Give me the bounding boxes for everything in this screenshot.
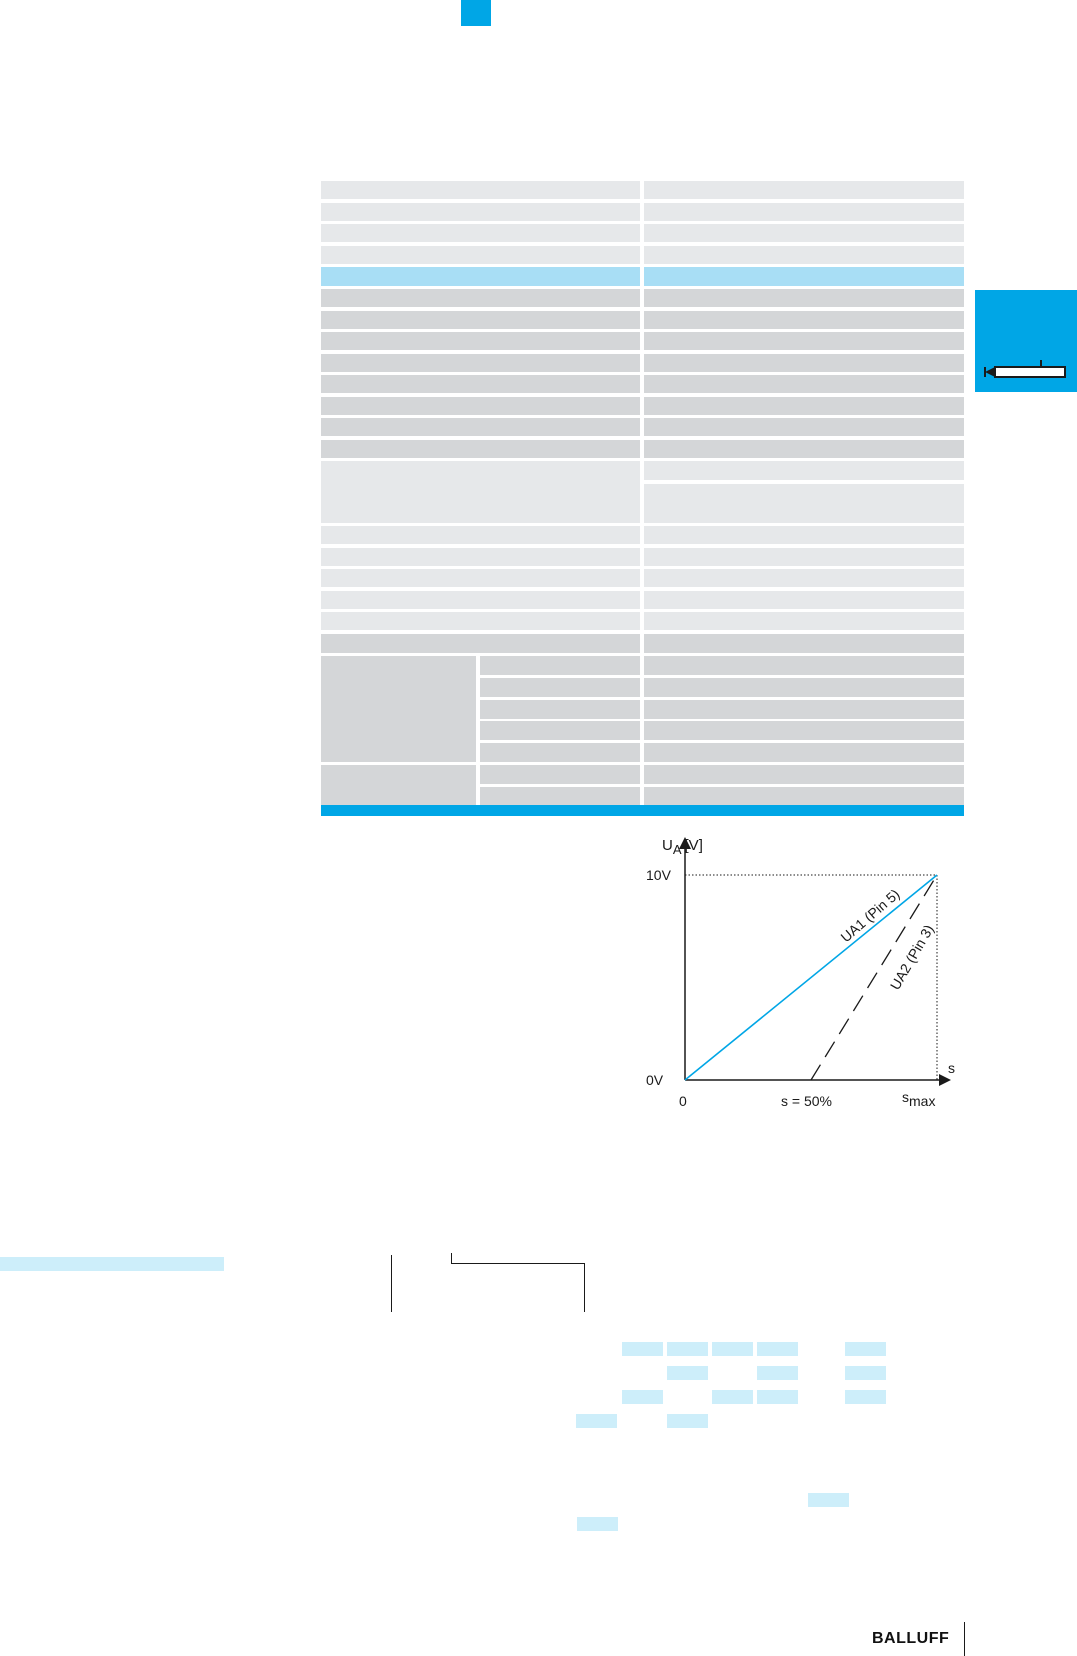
table-cell: [321, 461, 640, 523]
x-axis-label: s: [948, 1060, 955, 1076]
table-cell: [480, 678, 640, 697]
table-cell: [644, 267, 964, 286]
table-cell: [644, 656, 964, 675]
brand-logo: BALLUFF: [872, 1630, 950, 1647]
table-row: [321, 612, 964, 630]
code-box: [622, 1342, 663, 1356]
divider-line: [391, 1255, 392, 1312]
table-cell: [321, 267, 640, 286]
y-tick-label: 0V: [646, 1072, 664, 1088]
table-cell: [321, 548, 640, 566]
code-box: [845, 1342, 886, 1356]
bracket-line: [584, 1263, 585, 1312]
y-axis-label: UA [V]: [662, 837, 703, 857]
table-row: [321, 548, 964, 566]
table-cell: [321, 612, 640, 630]
code-box: [757, 1342, 798, 1356]
series-label-ua2: UA2 (Pin 3): [886, 921, 937, 993]
table-cell: [480, 787, 640, 805]
table-row: [321, 634, 964, 653]
table-cell: [480, 743, 640, 762]
code-box: [845, 1390, 886, 1404]
table-cell: [644, 721, 964, 740]
table-cell: [321, 418, 640, 436]
table-cell: [644, 765, 964, 784]
section-marker-top: [461, 0, 491, 26]
table-cell: [480, 721, 640, 740]
code-box: [845, 1366, 886, 1380]
x-tick-label: smax: [902, 1089, 936, 1109]
table-cell: [644, 526, 964, 544]
bracket-line: [451, 1263, 585, 1264]
bracket-line: [451, 1253, 452, 1263]
table-row-highlighted: [321, 267, 964, 286]
table-cell: [644, 246, 964, 264]
table-row: [321, 289, 964, 307]
table-cell: [321, 203, 640, 221]
code-box: [667, 1366, 708, 1380]
table-cell: [644, 224, 964, 242]
table-cell: [644, 440, 964, 458]
table-row: [321, 397, 964, 415]
table-cell: [321, 634, 640, 653]
highlight-bar: [0, 1257, 224, 1271]
table-row: [321, 440, 964, 458]
table-cell: [321, 656, 476, 762]
table-row: [321, 375, 964, 393]
table-cell: [644, 418, 964, 436]
table-cell: [644, 397, 964, 415]
output-voltage-chart: [630, 825, 960, 1125]
code-box: [808, 1493, 849, 1507]
table-cell: [644, 461, 964, 480]
table-row: [321, 246, 964, 264]
table-cell: [321, 591, 640, 609]
table-cell: [644, 332, 964, 350]
table-row: [321, 569, 964, 587]
table-row: [321, 418, 964, 436]
table-cell: [644, 354, 964, 372]
product-category-tab: [975, 290, 1077, 392]
table-cell: [480, 656, 640, 675]
y-tick-label: 10V: [646, 867, 671, 883]
table-row: [321, 203, 964, 221]
table-row-group: [321, 656, 964, 762]
table-cell: [644, 548, 964, 566]
table-cell: [644, 700, 964, 719]
table-cell: [644, 181, 964, 199]
table-cell: [321, 397, 640, 415]
table-row: [321, 224, 964, 242]
x-tick-label: 0: [679, 1093, 687, 1109]
code-box: [712, 1342, 753, 1356]
table-row: [321, 311, 964, 329]
code-box: [577, 1517, 618, 1531]
table-cell: [480, 700, 640, 719]
table-row: [321, 461, 964, 523]
table-cell: [321, 765, 476, 805]
table-cell: [321, 181, 640, 199]
table-row: [321, 332, 964, 350]
table-cell: [644, 311, 964, 329]
x-tick-label: s = 50%: [781, 1093, 832, 1109]
table-cell: [321, 526, 640, 544]
table-row: [321, 526, 964, 544]
table-cell: [644, 289, 964, 307]
table-row-group: [321, 765, 964, 805]
table-cell: [321, 311, 640, 329]
table-cell: [644, 203, 964, 221]
table-cell: [321, 224, 640, 242]
table-cell: [321, 289, 640, 307]
table-cell: [644, 787, 964, 805]
code-box: [576, 1414, 617, 1428]
linear-transducer-icon: [975, 290, 1077, 392]
table-cell: [321, 354, 640, 372]
code-box: [712, 1390, 753, 1404]
table-cell: [644, 375, 964, 393]
footer-divider: [964, 1622, 965, 1656]
table-cell: [321, 332, 640, 350]
code-box: [667, 1414, 708, 1428]
table-cell: [321, 246, 640, 264]
table-cell: [644, 612, 964, 630]
code-box: [622, 1390, 663, 1404]
code-box: [667, 1342, 708, 1356]
table-cell: [644, 634, 964, 653]
code-box: [757, 1390, 798, 1404]
table-cell: [644, 678, 964, 697]
table-cell: [644, 743, 964, 762]
table-row: [321, 354, 964, 372]
code-box: [757, 1366, 798, 1380]
table-cell: [321, 569, 640, 587]
table-cell: [480, 765, 640, 784]
table-cell: [321, 440, 640, 458]
table-row: [321, 181, 964, 199]
table-cell: [644, 569, 964, 587]
table-cell: [644, 484, 964, 523]
table-cell: [321, 375, 640, 393]
table-cell: [644, 591, 964, 609]
table-bottom-bar: [321, 805, 964, 816]
table-row: [321, 591, 964, 609]
series-label-ua1: UA1 (Pin 5): [837, 885, 903, 946]
